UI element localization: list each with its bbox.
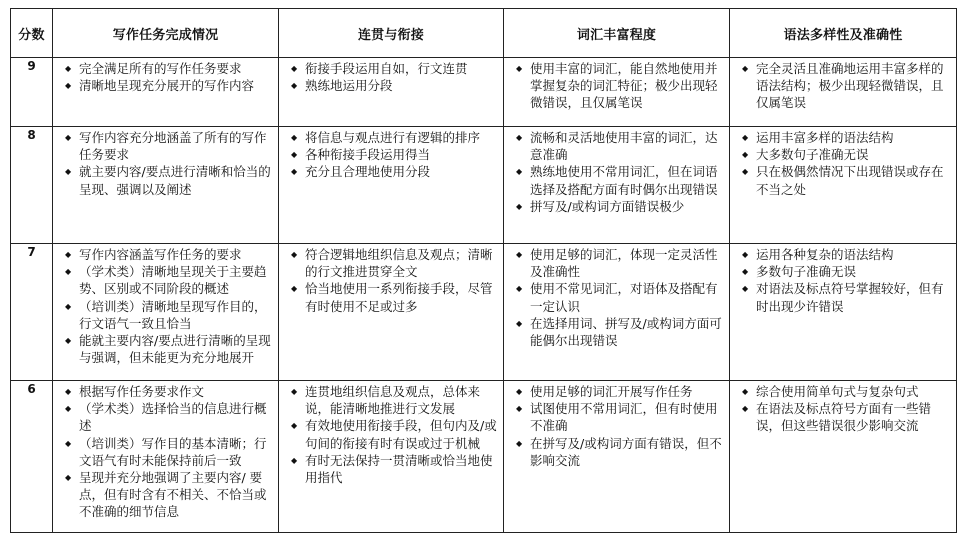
descriptor-item: ◆ 在语法及标点符号方面有一些错误，但这些错误很少影响交流	[742, 400, 952, 434]
lexical-cell	[504, 127, 730, 244]
task-cell	[53, 127, 279, 244]
lexical-cell	[504, 381, 730, 533]
descriptor-item: ◆ 大多数句子准确无误	[742, 146, 952, 163]
descriptor-item: ◆ 有时无法保持一贯清晰或恰当地使用指代	[291, 452, 499, 486]
descriptor-item: ◆ 恰当地使用一系列衔接手段，尽管有时使用不足或过多	[291, 280, 499, 314]
descriptor-item: ◆ 充分且合理地使用分段	[291, 163, 499, 180]
task-cell	[53, 58, 279, 127]
descriptor-item: ◆ 流畅和灵活地使用丰富的词汇，达意准确	[516, 129, 725, 163]
descriptor-item: ◆ 能就主要内容/要点进行清晰的呈现与强调，但未能更为充分地展开	[65, 332, 274, 366]
grammar-cell	[730, 244, 957, 381]
header-grammar-range-accuracy: 语法多样性及准确性	[730, 9, 957, 58]
descriptor-item: ◆ 根据写作任务要求作文	[65, 383, 274, 400]
header-lexical-resource: 词汇丰富程度	[504, 9, 730, 58]
descriptor-item: ◆ 使用足够的词汇开展写作任务	[516, 383, 725, 400]
descriptor-item: ◆ 符合逻辑地组织信息及观点；清晰的行文推进贯穿全文	[291, 246, 499, 280]
task-cell	[53, 381, 279, 533]
descriptor-item: ◆ 熟练地使用不常用词汇，但在词语选择及搭配方面有时偶尔出现错误	[516, 163, 725, 197]
descriptor-item: ◆ 就主要内容/要点进行清晰和恰当的呈现、强调以及阐述	[65, 163, 274, 197]
band-score: 9	[11, 58, 53, 127]
descriptor-item: ◆ 使用足够的词汇，体现一定灵活性及准确性	[516, 246, 725, 280]
header-score: 分数	[11, 9, 53, 58]
descriptor-item: ◆ 完全灵活且准确地运用丰富多样的语法结构；极少出现轻微错误，且仅属笔误	[742, 60, 952, 112]
descriptor-item: ◆ 完全满足所有的写作任务要求	[65, 60, 274, 77]
descriptor-item: ◆ 连贯地组织信息及观点，总体来说，能清晰地推进行文发展	[291, 383, 499, 417]
descriptor-item: ◆ 将信息与观点进行有逻辑的排序	[291, 129, 499, 146]
descriptor-item: ◆ （培训类）清晰地呈现写作目的，行文语气一致且恰当	[65, 298, 274, 332]
descriptor-item: ◆ 拼写及/或构词方面错误极少	[516, 198, 725, 215]
descriptor-item: ◆ 写作内容充分地涵盖了所有的写作任务要求	[65, 129, 274, 163]
coherence-cell	[279, 58, 504, 127]
band-row-7	[11, 244, 957, 381]
descriptor-item: ◆ 呈现并充分地强调了主要内容/ 要点，但有时含有不相关、不恰当或不准确的细节信息	[65, 469, 274, 521]
descriptor-item: ◆ 有效地使用衔接手段，但句内及/或句间的衔接有时有误或过于机械	[291, 417, 499, 451]
band-row-6	[11, 381, 957, 533]
descriptor-item: ◆ 在选择用词、拼写及/或构词方面可能偶尔出现错误	[516, 315, 725, 349]
lexical-cell	[504, 244, 730, 381]
descriptor-item: ◆ 对语法及标点符号掌握较好，但有时出现少许错误	[742, 280, 952, 314]
descriptor-item: ◆ 衔接手段运用自如，行文连贯	[291, 60, 499, 77]
grammar-cell	[730, 127, 957, 244]
band-row-8	[11, 127, 957, 244]
descriptor-item: ◆ （学术类）选择恰当的信息进行概述	[65, 400, 274, 434]
grammar-cell	[730, 381, 957, 533]
header-row	[11, 9, 957, 58]
descriptor-item: ◆ 使用丰富的词汇，能自然地使用并掌握复杂的词汇特征；极少出现轻微错误，且仅属笔误	[516, 60, 725, 112]
descriptor-item: ◆ 写作内容涵盖写作任务的要求	[65, 246, 274, 263]
header-coherence-cohesion: 连贯与衔接	[279, 9, 504, 58]
descriptor-item: ◆ 只在极偶然情况下出现错误或存在不当之处	[742, 163, 952, 197]
descriptor-item: ◆ 运用丰富多样的语法结构	[742, 129, 952, 146]
band-score: 6	[11, 381, 53, 533]
descriptor-item: ◆ （学术类）清晰地呈现关于主要趋势、区别或不同阶段的概述	[65, 263, 274, 297]
lexical-cell	[504, 58, 730, 127]
scoring-rubric-table	[10, 8, 957, 533]
descriptor-item: ◆ 各种衔接手段运用得当	[291, 146, 499, 163]
band-score: 7	[11, 244, 53, 381]
descriptor-item: ◆ 使用不常见词汇，对语体及搭配有一定认识	[516, 280, 725, 314]
task-cell	[53, 244, 279, 381]
coherence-cell	[279, 381, 504, 533]
band-row-9	[11, 58, 957, 127]
descriptor-item: ◆ 清晰地呈现充分展开的写作内容	[65, 77, 274, 94]
coherence-cell	[279, 244, 504, 381]
descriptor-item: ◆ 运用各种复杂的语法结构	[742, 246, 952, 263]
descriptor-item: ◆ （培训类）写作目的基本清晰；行文语气有时未能保持前后一致	[65, 435, 274, 469]
grammar-cell	[730, 58, 957, 127]
descriptor-item: ◆ 在拼写及/或构词方面有错误，但不影响交流	[516, 435, 725, 469]
descriptor-item: ◆ 综合使用简单句式与复杂句式	[742, 383, 952, 400]
header-task-achievement: 写作任务完成情况	[53, 9, 279, 58]
descriptor-item: ◆ 熟练地运用分段	[291, 77, 499, 94]
band-score: 8	[11, 127, 53, 244]
descriptor-item: ◆ 试图使用不常用词汇，但有时使用不准确	[516, 400, 725, 434]
descriptor-item: ◆ 多数句子准确无误	[742, 263, 952, 280]
coherence-cell	[279, 127, 504, 244]
